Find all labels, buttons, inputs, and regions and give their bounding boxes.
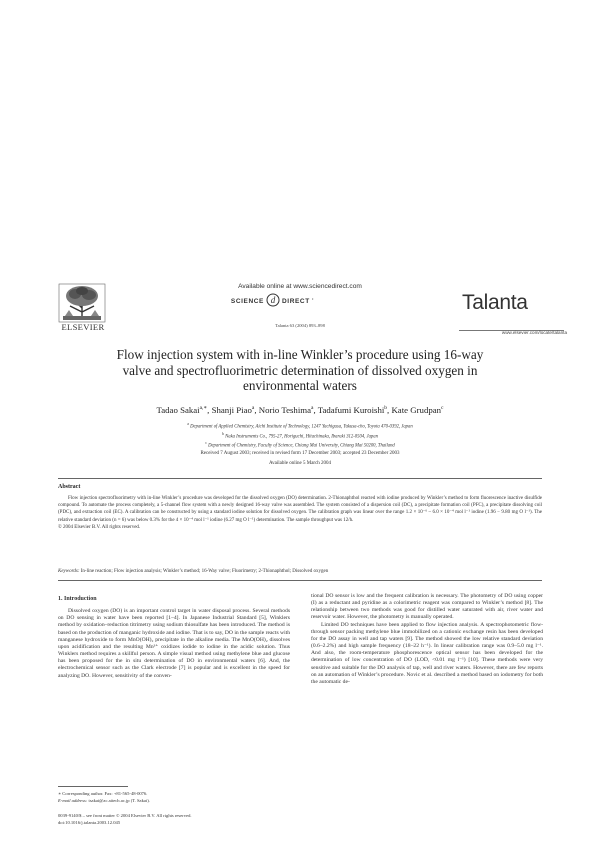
author-list: Tadao Sakai$^{a,∗}$, Shanji Piao$^a$, Norio Teshima$^a$, Tadafumi Kuroishi$^b$, Kate Grudpan$^c$ xyxy=(156,405,444,415)
available-online-text[interactable]: Available online at www.sciencedirect.com xyxy=(238,283,362,290)
paper-title xyxy=(60,347,540,394)
author-mark[interactable]: a xyxy=(251,405,255,412)
author-name: Shanji Piao xyxy=(211,405,252,415)
svg-text:d: d xyxy=(270,295,276,305)
author-name: Tadafumi Kuroishi xyxy=(317,405,385,415)
author-name: Norio Teshima xyxy=(258,405,312,415)
received-dates xyxy=(60,449,540,469)
author-mark[interactable]: b xyxy=(384,405,388,412)
body-paragraph: Dissolved oxygen (DO) is an important control target in water disposal process. Several methods on DO sensing in water have been reported [1–4]. In Japanese Industrial Standard [5], Winklers method by oxidation–reduction titrimetry using sodium thiosulfate has been introduced. The method is based on the production of manganic hydroxide and iodine. That is to say, DO in the sample reacts with manganese hydroxide to form MnO(OH)₂ precipitate in the alkaline media. The MnO(OH)₂ dissolves upon acidification and the resulting Mn³⁺ oxidizes iodide to iodine in the acidic solution. Thus Winklers method requires a skillful person. A simple visual method using methylene blue and glucose has been proposed for the in situ determination of DO in environmental waters [6]. And, the electrochemical sensor such as the Clark electrode [7] is popular and is excellent in the speed for analyzing DO. However, sensitivity of the conven- xyxy=(58,608,290,679)
publisher-name: ELSEVIER xyxy=(61,322,105,332)
title-line: valve and spectrofluorimetric determination of dissolved oxygen in xyxy=(122,362,478,378)
available-line: Available online 5 March 2004 xyxy=(268,461,332,466)
section-heading: 1. Introduction xyxy=(58,596,97,602)
keywords-list: In-line reaction; Flow injection analysis; Winkler’s method; 16-Way valve; Fluorimetry; 2-Thionaphthol; Dissolved oxygen xyxy=(80,569,329,574)
journal-name: Talanta xyxy=(462,291,528,314)
email-label: E-mail address: xyxy=(58,798,88,803)
svg-text:•: • xyxy=(312,296,314,301)
divider xyxy=(58,580,542,581)
footnotes xyxy=(58,790,290,804)
affiliation-list xyxy=(60,421,540,450)
corresponding-author: ∗ Corresponding author. Fax: +81-565-48-0076. xyxy=(58,791,148,796)
title-line: Flow injection system with in-line Winkler’s procedure using 16-way xyxy=(116,347,484,362)
affiliation-item: $^b$ Naka Instruments Co., 795-27, Horiguchi, Hitachinaka, Ibaraki 312-0504, Japan xyxy=(222,431,378,440)
abstract-paragraph: Flow injection spectrofluorimetry with in-line Winkler’s procedure was developed for the dissolved oxygen (DO) determination. 2-Thionaphthol reacted with iodine produced by Winkler’s method to form fluorescence inactive disulfide compound. To automate the process completely, a 5-channel flow system with a newly designed 16-way valve was assembled. The system consisted of a dispersion coil (DC), a precipitate formation coil (PFC), a precipitate dissolving coil (PDC), and extraction coil (EC). A calibration can be constructed by using a standard iodine solution for dissolved oxygen. The calibration graph was linear over the range 1.2 × 10⁻⁶ – 6.0 × 10⁻⁴ mol l⁻¹ iodine (1.96 − 9.80 mg O l⁻¹). The relative standard deviation (n = 6) was below 0.3% for the 4 × 10⁻⁴ mol l⁻¹ iodine (6.27 mg O l⁻¹) determination. The sample throughput was 12/h. xyxy=(58,496,542,523)
author-mark[interactable]: c xyxy=(441,405,444,412)
abstract-text xyxy=(58,495,542,531)
abstract-copyright: © 2004 Elsevier B.V. All rights reserved. xyxy=(58,524,141,530)
author-name: Kate Grudpan xyxy=(391,405,442,415)
email-line xyxy=(58,797,290,804)
sd-brand-left: SCIENCE xyxy=(230,298,264,305)
affiliation-item: $^c$ Department of Chemistry, Faculty of Science, Chiang Mai University, Chiang Mai 50200, Thailand xyxy=(205,441,395,449)
body-paragraph: Limited DO techniques have been applied to flow injection analysis. A spectrophotometric flow-through sensor packing methylene blue immobilized on a cationic exchange resin has been developed for the DO assay in well and tap waters [9]. The method showed the low relative standard deviation (0.6–2.2%) and high sample frequency (18–22 h⁻¹). In linear calibration range was 0.9–5.0 mg l⁻¹. And also, the room-temperature phosphorescence optical sensor has been developed for the determination of low concentration of DO (LOD, <0.01 mg l⁻¹) [10]. These methods were very sensitive and suitable for the DO analysis of tap, well and river waters. However, there are few reports on an automation of Winkler’s procedure. Novic et al. described a method based on iodometry for both the automatic de- xyxy=(311,621,543,685)
issn-line: 0039-9140/$ – see front matter © 2004 Elsevier B.V. All rights reserved. xyxy=(58,813,192,818)
keywords xyxy=(58,569,542,574)
right-column xyxy=(311,593,543,686)
keywords-label: Keywords: xyxy=(58,569,80,574)
author-mark[interactable]: a xyxy=(311,405,314,412)
doi-line[interactable]: doi:10.1016/j.talanta.2003.12.045 xyxy=(58,820,121,825)
affiliation-item: $^a$ Department of Applied Chemistry, Aichi Institute of Technology, 1247 Yachigusa, Yakusa-cho, Toyota 470-0392, Japan xyxy=(187,422,413,430)
sd-brand-right: DIRECT xyxy=(282,298,310,305)
left-column xyxy=(58,596,290,680)
abstract-heading: Abstract xyxy=(58,484,81,490)
body-paragraph: tional DO sensor is low and the frequent calibration is necessary. The photometry of DO using copper (I) as a reductant and pyridine as a colorimetric reagent was compared to Winkler’s method [8]. The relationship between two methods was good for distilled water saturated with air, river water and reservoir water. However, the photometry is manually operated. xyxy=(311,593,543,621)
footnote-divider xyxy=(58,786,128,787)
title-line: environmental waters xyxy=(243,378,357,393)
journal-reference: Talanta 63 (2004) 893–898 xyxy=(275,323,325,328)
email-address[interactable]: tsakai@ac.aitech.ac.jp (T. Sakai). xyxy=(88,798,150,803)
journal-url[interactable]: www.elsevier.com/locate/talanta xyxy=(501,330,567,335)
author-name: Tadao Sakai xyxy=(156,405,200,415)
issn-doi xyxy=(58,812,318,826)
divider xyxy=(58,478,542,479)
sciencedirect-logo xyxy=(214,292,344,308)
received-line: Received 7 August 2003; received in revised form 17 December 2003; accepted 23 December 2003 xyxy=(200,451,400,456)
author-mark[interactable]: a,∗ xyxy=(199,405,208,412)
